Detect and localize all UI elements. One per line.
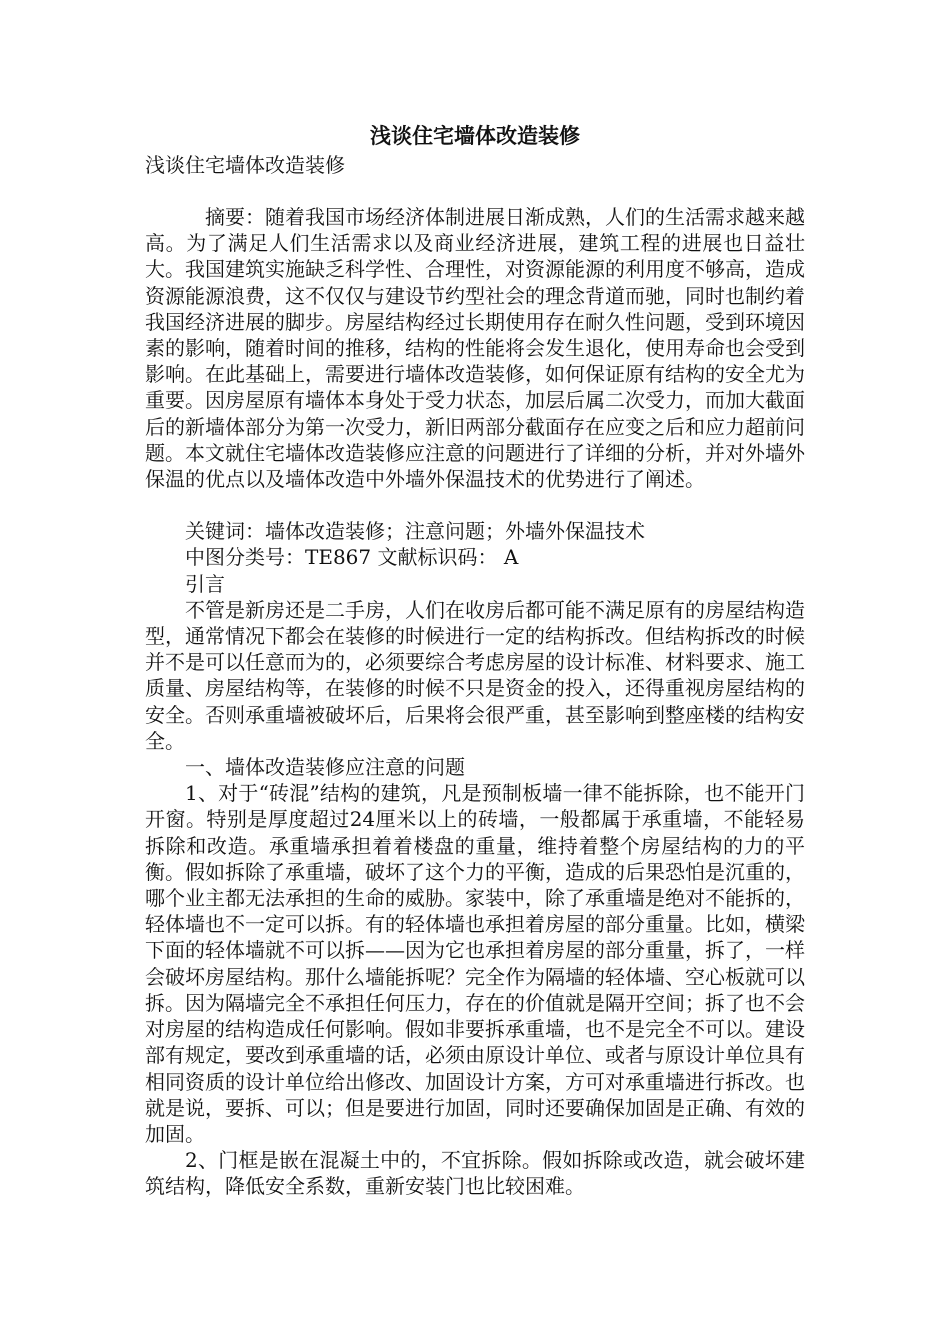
keywords-line: 关键词：墙体改造装修；注意问题；外墙外保温技术 — [185, 519, 645, 544]
classification-line: 中图分类号：TE867 文献标识码： A — [185, 545, 519, 570]
item-paragraph-2: 2、门框是嵌在混凝土中的，不宜拆除。假如拆除或改造，就会破坏建筑结构，降低安全系数，重新安装门也比较困难。 — [145, 1148, 805, 1199]
document-subtitle: 浅谈住宅墙体改造装修 — [145, 153, 345, 177]
abstract-paragraph: 摘要：随着我国市场经济体制进展日渐成熟，人们的生活需求越来越高。为了满足人们生活需求以及商业经济进展，建筑工程的进展也日益壮大。我国建筑实施缺乏科学性、合理性，对资源能源的利用度不够高，造成资源能源浪费，这不仅仅与建设节约型社会的理念背道而驰，同时也制约着我国经济进展的脚步。房屋结构经过长期使用存在耐久性问题，受到环境因素的影响，随着时间的推移，结构的性能将会发生退化，使用寿命也会受到影响。在此基础上，需要进行墙体改造装修，如何保证原有结构的安全尤为重要。因房屋原有墙体本身处于受力状态，加层后属二次受力，而加大截面后的新墙体部分为第一次受力，新旧两部分截面存在应变之后和应力超前问题。本文就住宅墙体改造装修应注意的问题进行了详细的分析，并对外墙外保温的优点以及墙体改造中外墙外保温技术的优势进行了阐述。 — [145, 205, 805, 492]
intro-heading: 引言 — [185, 571, 225, 596]
section-heading: 一、墙体改造装修应注意的问题 — [185, 755, 465, 780]
intro-paragraph: 不管是新房还是二手房，人们在收房后都可能不满足原有的房屋结构造型，通常情况下都会在装修的时候进行一定的结构拆改。但结构拆改的时候并不是可以任意而为的，必须要综合考虑房屋的设计标准、材料要求、施工质量、房屋结构等，在装修的时候不只是资金的投入，还得重视房屋结构的安全。否则承重墙被破坏后，后果将会很严重，甚至影响到整座楼的结构安全。 — [145, 597, 805, 753]
document-page — [145, 120, 805, 1200]
document-title: 浅谈住宅墙体改造装修 — [370, 123, 580, 148]
item-paragraph-1: 1、对于“砖混”结构的建筑，凡是预制板墙一律不能拆除，也不能开门开窗。特别是厚度超过24厘米以上的砖墙，一般都属于承重墙，不能轻易拆除和改造。承重墙承担着着楼盘的重量，维持着整个房屋结构的力的平衡。假如拆除了承重墙，破坏了这个力的平衡，造成的后果恐怕是沉重的，哪个业主都无法承担的生命的威胁。家装中，除了承重墙是绝对不能拆的，轻体墙也不一定可以拆。有的轻体墙也承担着房屋的部分重量。比如，横梁下面的轻体墙就不可以拆——因为它也承担着房屋的部分重量，拆了，一样会破坏房屋结构。那什么墙能拆呢？完全作为隔墙的轻体墙、空心板就可以拆。因为隔墙完全不承担任何压力，存在的价值就是隔开空间；拆了也不会对房屋的结构造成任何影响。假如非要拆承重墙，也不是完全不可以。建设部有规定，要改到承重墙的话，必须由原设计单位、或者与原设计单位具有相同资质的设计单位给出修改、加固设计方案，方可对承重墙进行拆改。也就是说，要拆、可以；但是要进行加固，同时还要确保加固是正确、有效的加固。 — [145, 781, 805, 1146]
